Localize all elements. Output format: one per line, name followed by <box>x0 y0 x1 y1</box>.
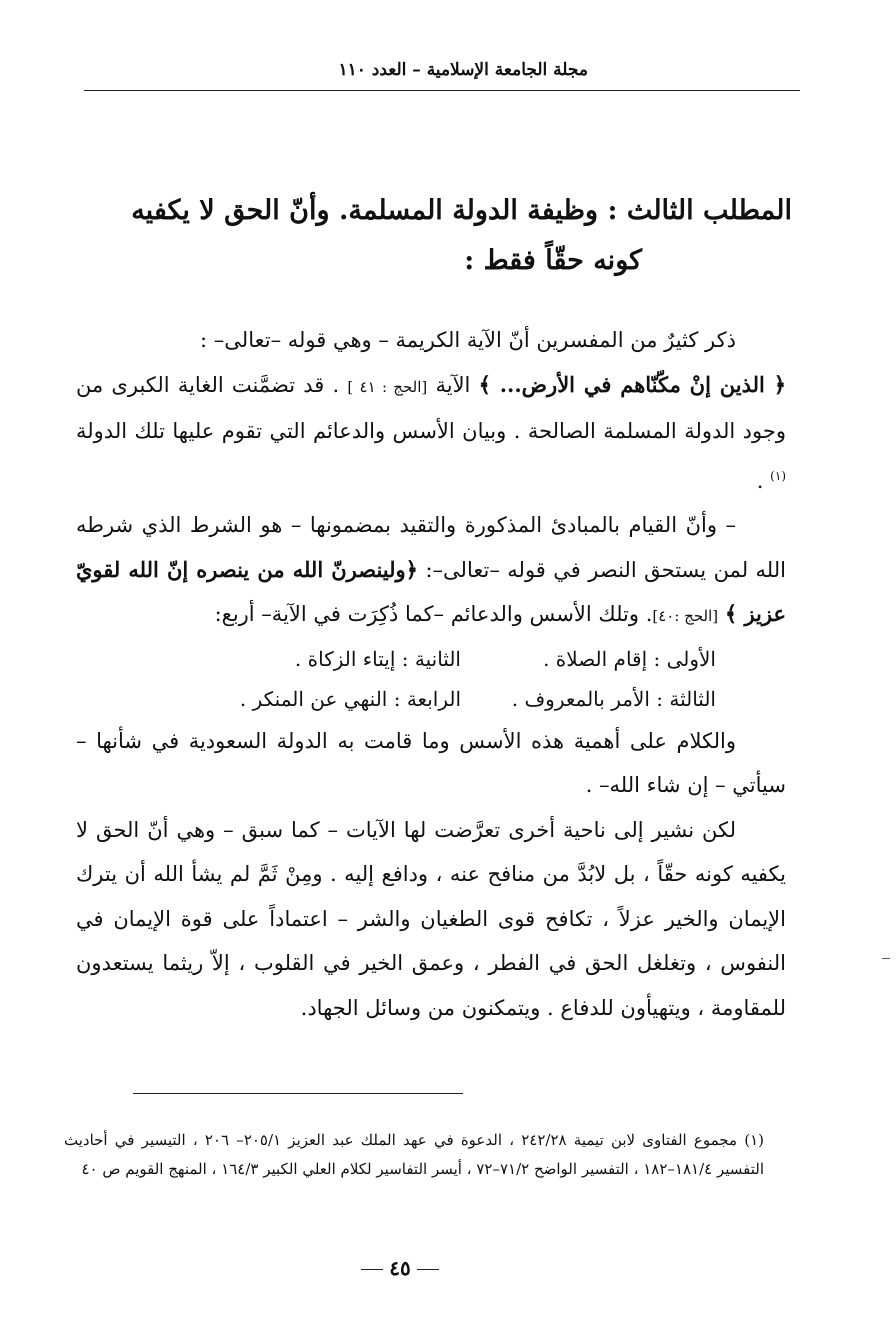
page-number-value: ٤٥ <box>389 1256 411 1280</box>
verse-reference-2: [الحج :٤٠] <box>652 607 719 625</box>
page-number-dash-right <box>417 1269 439 1270</box>
pillar-second: الثانية : إيتاء الزكاة . <box>294 646 461 671</box>
section-title-line1: المطلب الثالث : وظيفة الدولة المسلمة. وأنّ الحق لا يكفيه <box>131 195 792 226</box>
quran-verse-1: ﴿ الذين إنْ مكّنّاهم في الأرض... ﴾ <box>478 371 786 397</box>
paragraph-1-body: . قد تضمَّنت الغاية الكبرى من وجود الدولة المسلمة الصالحة . وبيان الأسس والدعائم التي تقوم عليها تلك الدولة <box>76 372 786 443</box>
header-rule <box>84 90 800 91</box>
page-number <box>340 1256 460 1280</box>
verse-reference-1: [الحج : ٤١ ] <box>347 377 428 396</box>
paragraph-1-aya-word: الآية <box>435 372 471 397</box>
quran-verse-2: ﴿ولينصرنّ الله من ينصره إنّ الله لقويّ عزيز ﴾ <box>76 556 786 626</box>
pillar-third: الثالثة : الأمر بالمعروف . <box>511 686 716 711</box>
paragraph-1-end: . <box>756 468 764 493</box>
pillar-fourth: الرابعة : النهي عن المنكر . <box>239 686 461 711</box>
paragraph-4: لكن نشير إلى ناحية أخرى تعرَّضت لها الآيات – كما سبق – وهي أنّ الحق لا يكفيه كونه حقّاً ، بل لابُدَّ من منافح عنه ، ودافع إليه . ومِنْ ثَمَّ لم يشأ الله أن يترك الإيمان والخير عزلاً ، تكافح قوى الطغيان والشر – اعتماداً على قوة الإيمان في النفوس ، وتغلغل الحق في الفطر ، وعمق الخير في القلوب ، إلاّ ريثما يستعدون للمقاومة ، ويتهيأون للدفاع . ويتمكنون من وسائل الجهاد. <box>76 817 786 1020</box>
footnote <box>64 1126 764 1184</box>
page-number-dash-left <box>361 1269 383 1270</box>
footnote-rule <box>133 1093 463 1094</box>
paragraph-3: والكلام على أهمية هذه الأسس وما قامت به الدولة السعودية في شأنها – سيأتي – إن شاء الله– . <box>76 728 786 797</box>
running-head: مجلة الجامعة الإسلامية – العدد ١١٠ <box>338 60 588 80</box>
pillars-row-2 <box>76 679 786 719</box>
paragraph-2-end: . وتلك الأسس والدعائم –كما ذُكِرَت في الآية– أربع: <box>214 602 653 626</box>
paragraph-2 <box>76 503 786 639</box>
section-title-line2: كونه حقّاً فقط : <box>464 245 642 276</box>
paragraph-1 <box>76 318 786 503</box>
section-title <box>84 186 792 286</box>
margin-mark <box>882 958 890 959</box>
body-text <box>76 318 786 1030</box>
paragraph-1-intro: ذكر كثيرٌ من المفسرين أنّ الآية الكريمة – وهي قوله –تعالى– : <box>200 328 736 352</box>
pillars-row-1 <box>76 639 786 679</box>
pillar-first: الأولى : إقام الصلاة . <box>543 646 716 671</box>
footnote-text: (١) مجموع الفتاوى لابن تيمية ٢٤٢/٢٨ ، الدعوة في عهد الملك عبد العزيز ٢٠٥/١– ٢٠٦ ، التيسير في أحاديث التفسير ١٨١/٤–١٨٢ ، التفسير الواضح ٧١/٢–٧٢ ، أيسر التفاسير لكلام العلي الكبير ١٦٤/٣ ، المنهج القويم ص ٤٠ <box>64 1131 764 1178</box>
paragraph-2-intro: – وأنّ القيام بالمبادئ المذكورة والتقيد بمضمونها – هو الشرط الذي شرطه الله لمن يستحق النصر في قوله –تعالى–: <box>76 513 786 582</box>
footnote-marker: (١) <box>770 468 786 483</box>
